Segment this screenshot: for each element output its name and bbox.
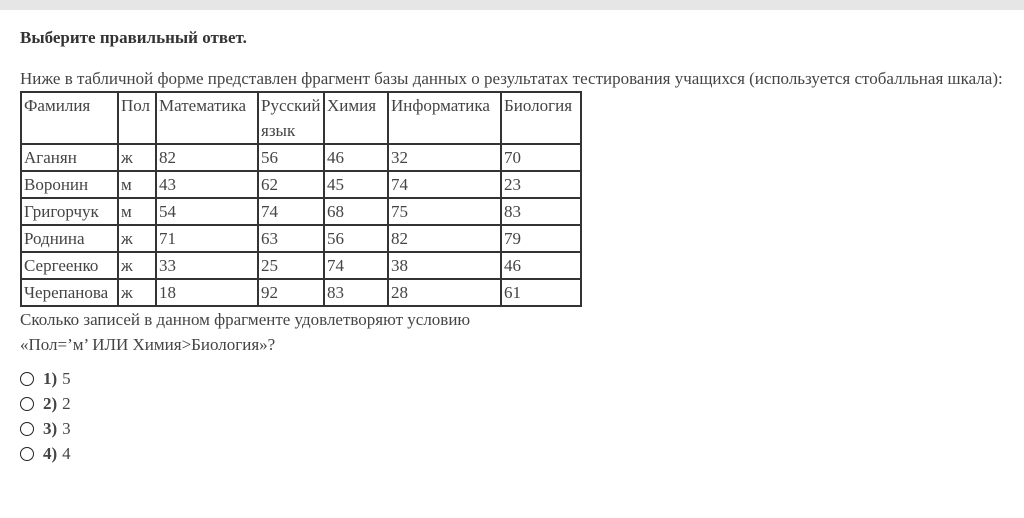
table-header-cell: Русский язык	[258, 92, 324, 144]
answer-option-3[interactable]	[20, 416, 1010, 441]
table-cell: 71	[156, 225, 258, 252]
table-cell: 82	[156, 144, 258, 171]
table-cell: ж	[118, 279, 156, 306]
table-cell: Сергеенко	[21, 252, 118, 279]
table-cell: 23	[501, 171, 581, 198]
table-cell: 83	[501, 198, 581, 225]
table-cell: Роднина	[21, 225, 118, 252]
answer-number: 2)	[43, 393, 58, 413]
table-row	[21, 171, 581, 198]
table-row	[21, 198, 581, 225]
table-cell: 62	[258, 171, 324, 198]
table-cell: 92	[258, 279, 324, 306]
table-row	[21, 279, 581, 306]
table-header-cell: Биология	[501, 92, 581, 144]
table-cell: ж	[118, 225, 156, 252]
table-cell: 56	[324, 225, 388, 252]
table-cell: Воронин	[21, 171, 118, 198]
table-cell: 75	[388, 198, 501, 225]
answer-number: 3)	[43, 418, 58, 438]
answer-number: 4)	[43, 443, 58, 463]
answer-value: 3	[62, 418, 71, 438]
radio-button-icon[interactable]	[20, 447, 34, 461]
table-header-row	[21, 92, 581, 144]
answer-value: 4	[62, 443, 71, 463]
table-header-cell: Пол	[118, 92, 156, 144]
table-row	[21, 144, 581, 171]
radio-button-icon[interactable]	[20, 397, 34, 411]
table-header-cell: Фамилия	[21, 92, 118, 144]
table-cell: ж	[118, 144, 156, 171]
table-cell: 83	[324, 279, 388, 306]
question-text: Ниже в табличной форме представлен фрагмент базы данных о результатах тестирования учащихся (используется стобалльная шкала):	[20, 69, 1003, 88]
table-cell: 54	[156, 198, 258, 225]
answer-value: 2	[62, 393, 71, 413]
table-cell: м	[118, 171, 156, 198]
table-cell: 70	[501, 144, 581, 171]
table-cell: Григорчук	[21, 198, 118, 225]
table-cell: 82	[388, 225, 501, 252]
table-cell: 38	[388, 252, 501, 279]
table-cell: 74	[388, 171, 501, 198]
table-cell: 74	[324, 252, 388, 279]
table-header-cell: Химия	[324, 92, 388, 144]
table-cell: 56	[258, 144, 324, 171]
table-cell: Черепанова	[21, 279, 118, 306]
table-header-cell: Математика	[156, 92, 258, 144]
question-container	[20, 28, 1010, 466]
table-cell: 18	[156, 279, 258, 306]
table-cell: 25	[258, 252, 324, 279]
table-cell: 33	[156, 252, 258, 279]
radio-button-icon[interactable]	[20, 372, 34, 386]
table-cell: м	[118, 198, 156, 225]
table-cell: 68	[324, 198, 388, 225]
answer-option-4[interactable]	[20, 441, 1010, 466]
condition-line-1: Сколько записей в данном фрагменте удовлетворяют условию	[20, 310, 471, 329]
answer-option-1[interactable]	[20, 366, 1010, 391]
condition-line-2: «Пол=’м’ ИЛИ Химия>Биология»?	[20, 335, 276, 354]
table-header-cell: Информатика	[388, 92, 501, 144]
answer-options	[20, 366, 1010, 466]
table-cell: 32	[388, 144, 501, 171]
table-cell: 63	[258, 225, 324, 252]
table-cell: ж	[118, 252, 156, 279]
table-cell: 79	[501, 225, 581, 252]
table-cell: 28	[388, 279, 501, 306]
radio-button-icon[interactable]	[20, 422, 34, 436]
table-cell: 61	[501, 279, 581, 306]
table-row	[21, 252, 581, 279]
table-row	[21, 225, 581, 252]
instruction: Выберите правильный ответ.	[20, 28, 247, 47]
table-cell: 45	[324, 171, 388, 198]
results-table	[20, 91, 582, 307]
top-bar	[0, 0, 1024, 10]
table-cell: 46	[324, 144, 388, 171]
table-cell: Аганян	[21, 144, 118, 171]
table-cell: 46	[501, 252, 581, 279]
table-cell: 43	[156, 171, 258, 198]
answer-value: 5	[62, 368, 71, 388]
table-cell: 74	[258, 198, 324, 225]
answer-option-2[interactable]	[20, 391, 1010, 416]
answer-number: 1)	[43, 368, 58, 388]
